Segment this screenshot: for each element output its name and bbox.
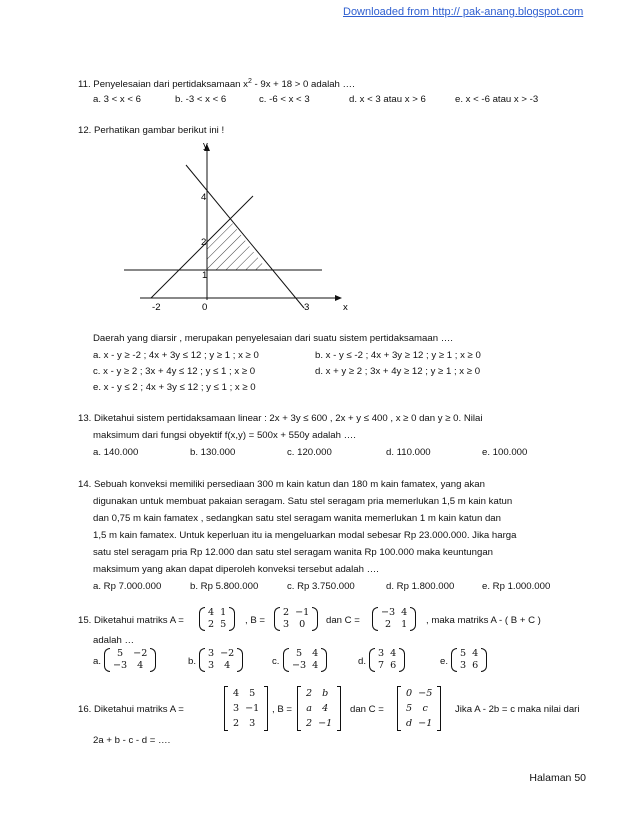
q13-option-d: d. 110.000 [386, 447, 431, 458]
q15-option-b-label: b. [188, 656, 197, 667]
x-axis-label: x [343, 302, 348, 313]
q16-matrix-c: 0 −5 5 c d −1 [397, 686, 441, 731]
y-axis-label: y [203, 140, 208, 151]
q12-option-b: b. x - y ≤ -2 ; 4x + 3y ≥ 12 ; y ≥ 1 ; x ≥ 0 [315, 350, 481, 361]
q13-line-1: 13. Diketahui sistem pertidaksamaan linear : 2x + 3y ≤ 600 , 2x + y ≤ 400 , x ≥ 0 dan y ≥ 0. Nilai [78, 413, 483, 424]
q14-option-e: e. Rp 1.000.000 [482, 581, 551, 592]
q15-option-d-label: d. [358, 656, 367, 667]
q16-line-2: 2a + b - c - d = …. [93, 735, 171, 746]
q12-question: Daerah yang diarsir , merupakan penyelesaian dari suatu sistem pertidaksamaan …. [93, 333, 453, 344]
tick-2: 2 [201, 237, 207, 248]
q15-option-e-label: e. [440, 656, 449, 667]
q15-matrix-b: 2 −1 3 0 [274, 607, 318, 631]
q14-line-4: 1,5 m kain famatex. Untuk keperluan itu ia mengeluarkan modal sebesar Rp 23.000.000. Jika harga [93, 530, 517, 541]
q13-line-2: maksimum dari fungsi obyektif f(x,y) = 500x + 550y adalah …. [93, 430, 356, 441]
q14-option-c: c. Rp 3.750.000 [287, 581, 355, 592]
q12-option-d: d. x + y ≥ 2 ; 3x + 4y ≥ 12 ; y ≥ 1 ; x ≥ 0 [315, 366, 481, 377]
tick-neg2: -2 [152, 302, 161, 313]
q12-graph [110, 138, 360, 318]
tick-1: 1 [202, 270, 208, 281]
q14-line-2: digunakan untuk membuat pakaian seragam. Satu stel seragam pria memerlukan 1,5 m kain katun [93, 496, 513, 507]
download-link[interactable]: Downloaded from http:// pak-anang.blogspot.com [343, 6, 584, 18]
q11-option-a: a. 3 < x < 6 [93, 94, 142, 105]
q11-stem: 11. Penyelesaian dari pertidaksamaan $x^2 - 9x + 18 > 0$ adalah …. [78, 78, 355, 91]
q15-option-a-label: a. [93, 656, 102, 667]
q14-option-b: b. Rp 5.800.000 [190, 581, 259, 592]
q15-b-label: , B = [245, 615, 265, 626]
q16-b-label: , B = [272, 704, 292, 715]
q16-matrix-a: 4 5 3 −1 2 3 [224, 686, 268, 731]
q16-prefix: 16. Diketahui matriks A = [78, 704, 184, 715]
q11-option-b: b. -3 < x < 6 [175, 94, 227, 105]
q14-option-a: a. Rp 7.000.000 [93, 581, 162, 592]
q16-c-label: dan C = [350, 704, 384, 715]
q13-option-a: a. 140.000 [93, 447, 139, 458]
tick-0: 0 [202, 302, 208, 313]
q14-option-d: d. Rp 1.800.000 [386, 581, 455, 592]
q15-option-a-matrix: 5 −2 −3 4 [104, 648, 156, 672]
q13-option-c: c. 120.000 [287, 447, 332, 458]
q12-stem: 12. Perhatikan gambar berikut ini ! [78, 125, 225, 136]
q14-line-1: 14. Sebuah konveksi memiliki persediaan 300 m kain katun dan 180 m kain famatex, yang akan [78, 479, 485, 490]
q12-option-a: a. x - y ≥ -2 ; 4x + 3y ≤ 12 ; y ≥ 1 ; x ≥ 0 [93, 350, 259, 361]
q13-option-b: b. 130.000 [190, 447, 236, 458]
q15-c-label: dan C = [326, 615, 360, 626]
q11-option-e: e. x < -6 atau x > -3 [455, 94, 539, 105]
q15-prefix: 15. Diketahui matriks A = [78, 615, 184, 626]
q15-option-b-matrix: 3 −2 3 4 [199, 648, 243, 672]
q13-option-e: e. 100.000 [482, 447, 528, 458]
q15-matrix-c: −3 4 2 1 [372, 607, 416, 631]
q15-suffix: , maka matriks A - ( B + C ) [426, 615, 541, 626]
q15-matrix-a: 4 1 2 5 [199, 607, 235, 631]
q16-matrix-b: 2 b a 4 2 −1 [297, 686, 341, 731]
q12-option-c: c. x - y ≥ 2 ; 3x + 4y ≤ 12 ; y ≤ 1 ; x ≥ 0 [93, 366, 256, 377]
q15-option-d-matrix: 3 4 7 6 [369, 648, 405, 672]
page-number: Halaman 50 [529, 772, 586, 784]
q15-line-2: adalah … [93, 635, 135, 646]
q11-option-c: c. -6 < x < 3 [259, 94, 310, 105]
q15-option-e-matrix: 5 4 3 6 [451, 648, 487, 672]
q14-line-6: maksimum yang akan dapat diperoleh konveksi tersebut adalah …. [93, 564, 379, 575]
tick-3: 3 [304, 302, 310, 313]
q14-line-3: dan 0,75 m kain famatex , sedangkan satu stel seragam wanita memerlukan 1 m kain katun dan [93, 513, 501, 524]
q15-option-c-label: c. [272, 656, 280, 667]
q15-option-c-matrix: 5 4 −3 4 [283, 648, 327, 672]
q11-option-d: d. x < 3 atau x > 6 [349, 94, 426, 105]
q16-suffix: Jika A - 2b = c maka nilai dari [455, 704, 580, 715]
q14-line-5: satu stel seragam pria Rp 12.000 dan satu stel seragam wanita Rp 100.000 maka keuntungan [93, 547, 493, 558]
q12-option-e: e. x - y ≤ 2 ; 4x + 3y ≤ 12 ; y ≤ 1 ; x ≥ 0 [93, 382, 256, 393]
tick-4: 4 [201, 192, 207, 203]
